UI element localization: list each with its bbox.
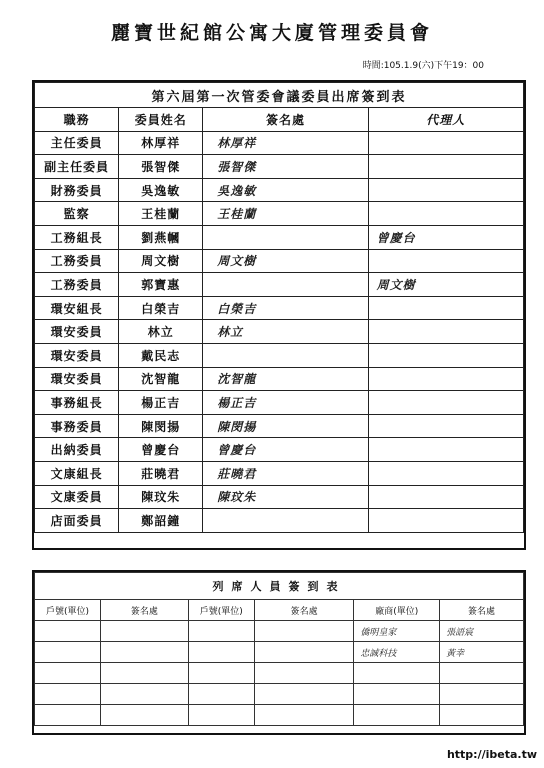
member-name: 曾慶台 xyxy=(119,438,203,462)
empty-cell xyxy=(35,705,101,726)
member-proxy xyxy=(368,320,523,344)
empty-cell xyxy=(188,621,254,642)
member-signature: 沈智龍 xyxy=(203,367,368,391)
member-duty: 事務委員 xyxy=(35,414,119,438)
vendor-signature: 張語宸 xyxy=(440,621,524,642)
member-duty: 文康組長 xyxy=(35,461,119,485)
attendee-header: 戶號(單位) xyxy=(35,600,101,621)
empty-cell xyxy=(354,663,440,684)
member-duty: 環安委員 xyxy=(35,320,119,344)
member-name: 陳閔揚 xyxy=(119,414,203,438)
member-duty: 工務組長 xyxy=(35,225,119,249)
attendee-grid xyxy=(34,572,524,726)
table-row xyxy=(35,273,524,297)
table-row xyxy=(35,642,524,663)
vendor-signature: 黃幸 xyxy=(440,642,524,663)
member-name: 林立 xyxy=(119,320,203,344)
member-name: 吳逸敏 xyxy=(119,178,203,202)
table-row xyxy=(35,343,524,367)
member-proxy xyxy=(368,509,523,533)
member-signature: 王桂蘭 xyxy=(203,202,368,226)
member-proxy xyxy=(368,343,523,367)
table-row xyxy=(35,485,524,509)
empty-cell xyxy=(35,684,101,705)
column-header-proxy: 代理人 xyxy=(368,108,523,132)
empty-cell xyxy=(101,642,189,663)
empty-cell xyxy=(354,705,440,726)
empty-cell xyxy=(254,642,353,663)
empty-cell xyxy=(35,663,101,684)
member-proxy xyxy=(368,414,523,438)
column-header-duty: 職務 xyxy=(35,108,119,132)
member-proxy xyxy=(368,249,523,273)
member-duty: 出納委員 xyxy=(35,438,119,462)
attendance-caption: 第六屆第一次管委會議委員出席簽到表 xyxy=(35,83,524,108)
member-duty: 監察 xyxy=(35,202,119,226)
empty-cell xyxy=(254,684,353,705)
empty-cell xyxy=(101,663,189,684)
empty-cell xyxy=(440,663,524,684)
member-duty: 工務委員 xyxy=(35,273,119,297)
member-name: 郭寶惠 xyxy=(119,273,203,297)
member-proxy xyxy=(368,178,523,202)
member-signature: 周文樹 xyxy=(203,249,368,273)
member-proxy: 曾慶台 xyxy=(368,225,523,249)
empty-cell xyxy=(354,684,440,705)
member-proxy xyxy=(368,461,523,485)
table-row xyxy=(35,509,524,533)
empty-cell xyxy=(101,705,189,726)
table-row xyxy=(35,320,524,344)
member-name: 劉燕幗 xyxy=(119,225,203,249)
table-row xyxy=(35,249,524,273)
member-proxy xyxy=(368,155,523,179)
document-title: 麗寶世紀館公寓大廈管理委員會 xyxy=(110,22,433,44)
attendee-header: 簽名處 xyxy=(254,600,353,621)
empty-cell xyxy=(101,684,189,705)
attendance-grid xyxy=(34,82,524,533)
member-signature: 莊曉君 xyxy=(203,461,368,485)
member-signature: 白榮吉 xyxy=(203,296,368,320)
member-signature: 楊正吉 xyxy=(203,391,368,415)
member-duty: 環安組長 xyxy=(35,296,119,320)
column-header-sign: 簽名處 xyxy=(203,108,368,132)
table-row xyxy=(35,438,524,462)
member-name: 楊正吉 xyxy=(119,391,203,415)
member-signature: 陳閔揚 xyxy=(203,414,368,438)
table-row xyxy=(35,367,524,391)
member-duty: 環安委員 xyxy=(35,343,119,367)
attendee-table xyxy=(32,570,526,735)
member-duty: 文康委員 xyxy=(35,485,119,509)
empty-cell xyxy=(254,705,353,726)
member-signature xyxy=(203,225,368,249)
member-name: 莊曉君 xyxy=(119,461,203,485)
member-proxy xyxy=(368,367,523,391)
member-signature xyxy=(203,509,368,533)
member-name: 戴民志 xyxy=(119,343,203,367)
member-name: 鄭詔鐘 xyxy=(119,509,203,533)
empty-cell xyxy=(188,705,254,726)
member-name: 沈智龍 xyxy=(119,367,203,391)
vendor-unit: 僑明皇家 xyxy=(354,621,440,642)
table-row xyxy=(35,663,524,684)
member-proxy xyxy=(368,202,523,226)
member-signature: 陳玟朱 xyxy=(203,485,368,509)
empty-cell xyxy=(188,684,254,705)
member-signature: 曾慶台 xyxy=(203,438,368,462)
meeting-time: 時間:105.1.9(六)下午19：00 xyxy=(362,61,484,71)
attendance-table xyxy=(32,80,526,550)
vendor-unit: 忠誠科技 xyxy=(354,642,440,663)
table-row xyxy=(35,155,524,179)
member-name: 白榮吉 xyxy=(119,296,203,320)
member-name: 王桂蘭 xyxy=(119,202,203,226)
member-duty: 事務組長 xyxy=(35,391,119,415)
member-signature: 張智傑 xyxy=(203,155,368,179)
attendee-header: 簽名處 xyxy=(101,600,189,621)
empty-cell xyxy=(35,621,101,642)
member-duty: 副主任委員 xyxy=(35,155,119,179)
empty-cell xyxy=(188,642,254,663)
member-proxy: 周文樹 xyxy=(368,273,523,297)
member-duty: 工務委員 xyxy=(35,249,119,273)
table-row xyxy=(35,225,524,249)
empty-cell xyxy=(101,621,189,642)
member-signature: 吳逸敏 xyxy=(203,178,368,202)
empty-cell xyxy=(254,621,353,642)
member-proxy xyxy=(368,131,523,155)
table-row xyxy=(35,684,524,705)
member-proxy xyxy=(368,296,523,320)
member-duty: 環安委員 xyxy=(35,367,119,391)
table-row xyxy=(35,621,524,642)
member-duty: 財務委員 xyxy=(35,178,119,202)
member-name: 張智傑 xyxy=(119,155,203,179)
table-row xyxy=(35,461,524,485)
member-duty: 主任委員 xyxy=(35,131,119,155)
table-row xyxy=(35,131,524,155)
watermark: http://ibeta.tw xyxy=(444,747,540,762)
member-signature xyxy=(203,273,368,297)
member-signature xyxy=(203,343,368,367)
table-row xyxy=(35,705,524,726)
column-header-name: 委員姓名 xyxy=(119,108,203,132)
member-proxy xyxy=(368,391,523,415)
member-duty: 店面委員 xyxy=(35,509,119,533)
table-row xyxy=(35,178,524,202)
attendee-caption: 列席人員簽到表 xyxy=(35,573,524,600)
empty-cell xyxy=(188,663,254,684)
member-name: 周文樹 xyxy=(119,249,203,273)
member-signature: 林立 xyxy=(203,320,368,344)
empty-cell xyxy=(254,663,353,684)
attendee-header: 戶號(單位) xyxy=(188,600,254,621)
member-proxy xyxy=(368,438,523,462)
attendee-header: 簽名處 xyxy=(440,600,524,621)
empty-cell xyxy=(440,705,524,726)
member-signature: 林厚祥 xyxy=(203,131,368,155)
member-name: 林厚祥 xyxy=(119,131,203,155)
table-row xyxy=(35,296,524,320)
member-name: 陳玟朱 xyxy=(119,485,203,509)
table-row xyxy=(35,202,524,226)
table-row xyxy=(35,391,524,415)
attendee-header: 廠商(單位) xyxy=(354,600,440,621)
empty-cell xyxy=(440,684,524,705)
member-proxy xyxy=(368,485,523,509)
table-row xyxy=(35,414,524,438)
empty-cell xyxy=(35,642,101,663)
